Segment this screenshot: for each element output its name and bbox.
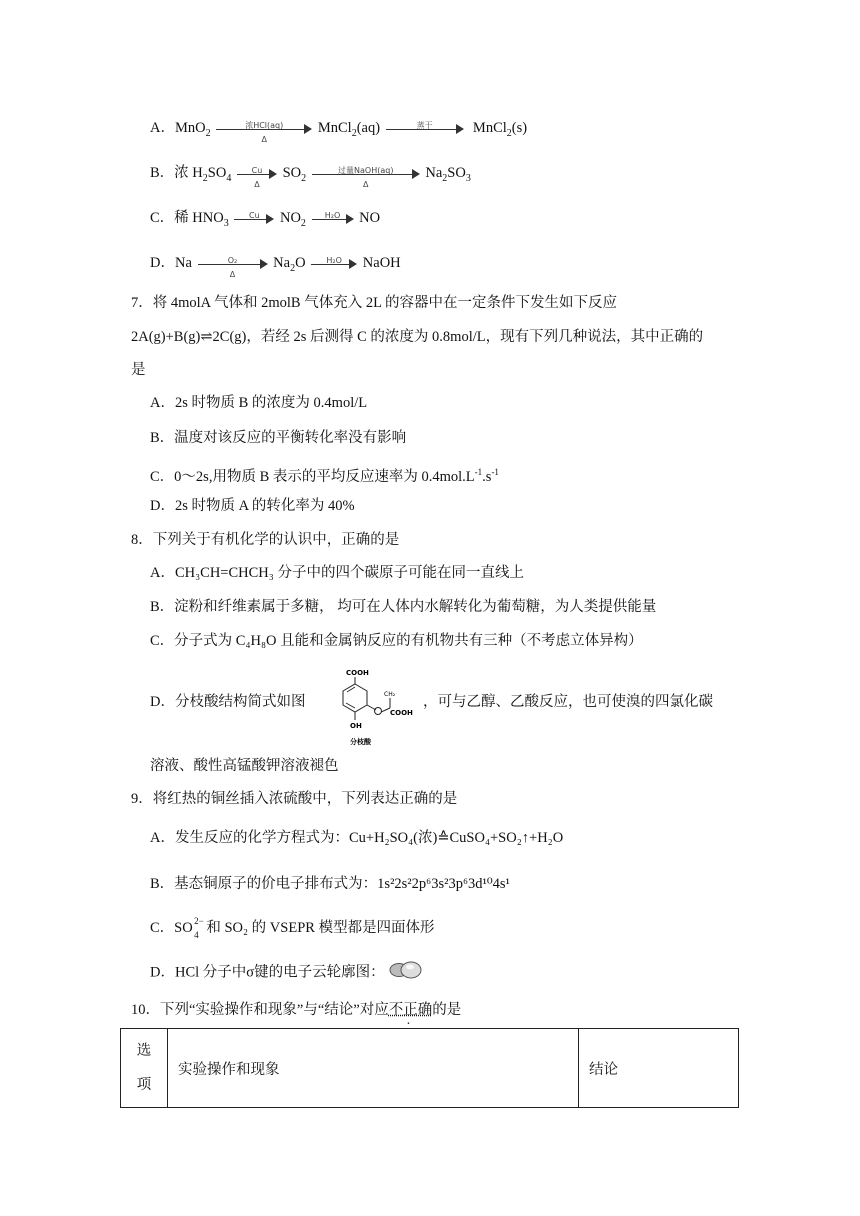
reaction-arrow: 蒸干	[386, 119, 464, 139]
chorismic-acid-structure	[320, 668, 420, 748]
q7-stem-line3: 是	[131, 362, 146, 378]
electron-configuration: 1s²2s²2p⁶3s²3p⁶3d¹⁰4s¹	[377, 876, 510, 892]
q6-option-a: A．MnO$_2$ 浓HCl(aq) Δ MnCl$_2$(aq) 蒸干 MnCl$_2$(s)	[150, 120, 528, 144]
table-header-conclusion: 结论	[579, 1029, 739, 1108]
struct-label-cooh-side: COOH	[390, 709, 413, 717]
struct-label-oh: OH	[350, 722, 362, 730]
q8-option-d-continuation: 溶液、酸性高锰酸钾溶液褪色	[150, 758, 339, 774]
table-header-row	[121, 1029, 739, 1108]
q8-option-a: A．CH₃CH=CHCH₃ 分子中的四个碳原子可能在同一直线上	[150, 565, 524, 581]
q8-option-d: D．分枝酸结构简式如图	[150, 694, 306, 710]
electron-cloud-icon	[388, 960, 426, 986]
option-label: A．	[150, 120, 175, 136]
reaction-arrow: 浓HCl(aq) Δ	[216, 119, 312, 139]
q9-option-a: A．发生反应的化学方程式为：Cu+H₂SO₄(浓)≙CuSO₄+SO₂↑+H₂O	[150, 830, 564, 846]
q6-option-c: C．稀 $HNO_3$ Cu $NO_2$ H₂O NO	[150, 210, 381, 229]
q8-option-d-tail: ，可与乙醇、乙酸反应，也可使溴的四氯化碳	[423, 694, 713, 710]
q9-option-b: B．基态铜原子的价电子排布式为：1s²2s²2p⁶3s²3p⁶3d¹⁰4s¹	[150, 876, 510, 892]
q6-option-b: B．浓 $H_2SO_4$ Cu Δ $SO_2$ 过量NaOH(aq) Δ $Na_2SO_3$	[150, 165, 471, 189]
table-header-option: 选 项	[121, 1029, 168, 1108]
q8-stem: 8．下列关于有机化学的认识中，正确的是	[131, 532, 400, 548]
q7-stem-line2: 2A(g)+B(g)⇌2C(g)，若经 2s 后测得 C 的浓度为 0.8mol/L，现有下列几种说法，其中正确的	[131, 329, 704, 345]
q9-option-d: D．HCl 分子中σ键的电子云轮廓图：	[150, 960, 426, 986]
struct-caption: 分枝酸	[350, 738, 371, 746]
q8-option-c: C．分子式为 C₄H₈O 且能和金属钠反应的有机物共有三种（不考虑立体异构）	[150, 633, 643, 649]
emphasized-text: 不正确	[388, 1002, 433, 1018]
q6-option-d: D．Na O₂ Δ $Na_2O$ H₂O NaOH	[150, 255, 401, 279]
q10-table	[120, 1028, 739, 1108]
reaction-arrow: H₂O	[311, 254, 357, 274]
reaction-arrow: 过量NaOH(aq) Δ	[312, 164, 420, 184]
q7-option-c: C．0～2s,用物质 B 表示的平均反应速率为 $0.4mol.L^{-1}.s^{-1}$	[150, 467, 499, 485]
q7-stem-line1: 7．将 4molA 气体和 2molB 气体充入 2L 的容器中在一定条件下发生如下反应	[131, 295, 618, 311]
q7-option-b: B．温度对该反应的平衡转化率没有影响	[150, 430, 407, 446]
struct-label-cooh-top: COOH	[346, 669, 369, 677]
reaction-arrow: Cu	[234, 209, 274, 229]
q8-option-b: B．淀粉和纤维素属于多糖， 均可在人体内水解转化为葡萄糖，为人类提供能量	[150, 599, 657, 615]
reaction-arrow: Cu Δ	[237, 164, 277, 184]
struct-label-ch2: CH₂	[384, 691, 396, 698]
reaction-arrow: O₂ Δ	[198, 254, 268, 274]
q9-stem: 9．将红热的铜丝插入浓硫酸中，下列表达正确的是	[131, 791, 458, 807]
reaction-arrow: H₂O	[312, 209, 354, 229]
q7-option-d: D．2s 时物质 A 的转化率为 40%	[150, 498, 355, 514]
q9-option-c: C．SO 2− 4 和 SO₂ 的 VSEPR 模型都是四面体形	[150, 916, 435, 940]
sulfate-ion: SO 2− 4	[174, 916, 204, 940]
table-header-operation: 实验操作和现象	[168, 1029, 579, 1108]
q10-stem: 10．下列“实验操作和现象”与“结论”对应不正确的是	[131, 1002, 462, 1018]
q7-option-a: A．2s 时物质 B 的浓度为 0.4mol/L	[150, 395, 368, 411]
